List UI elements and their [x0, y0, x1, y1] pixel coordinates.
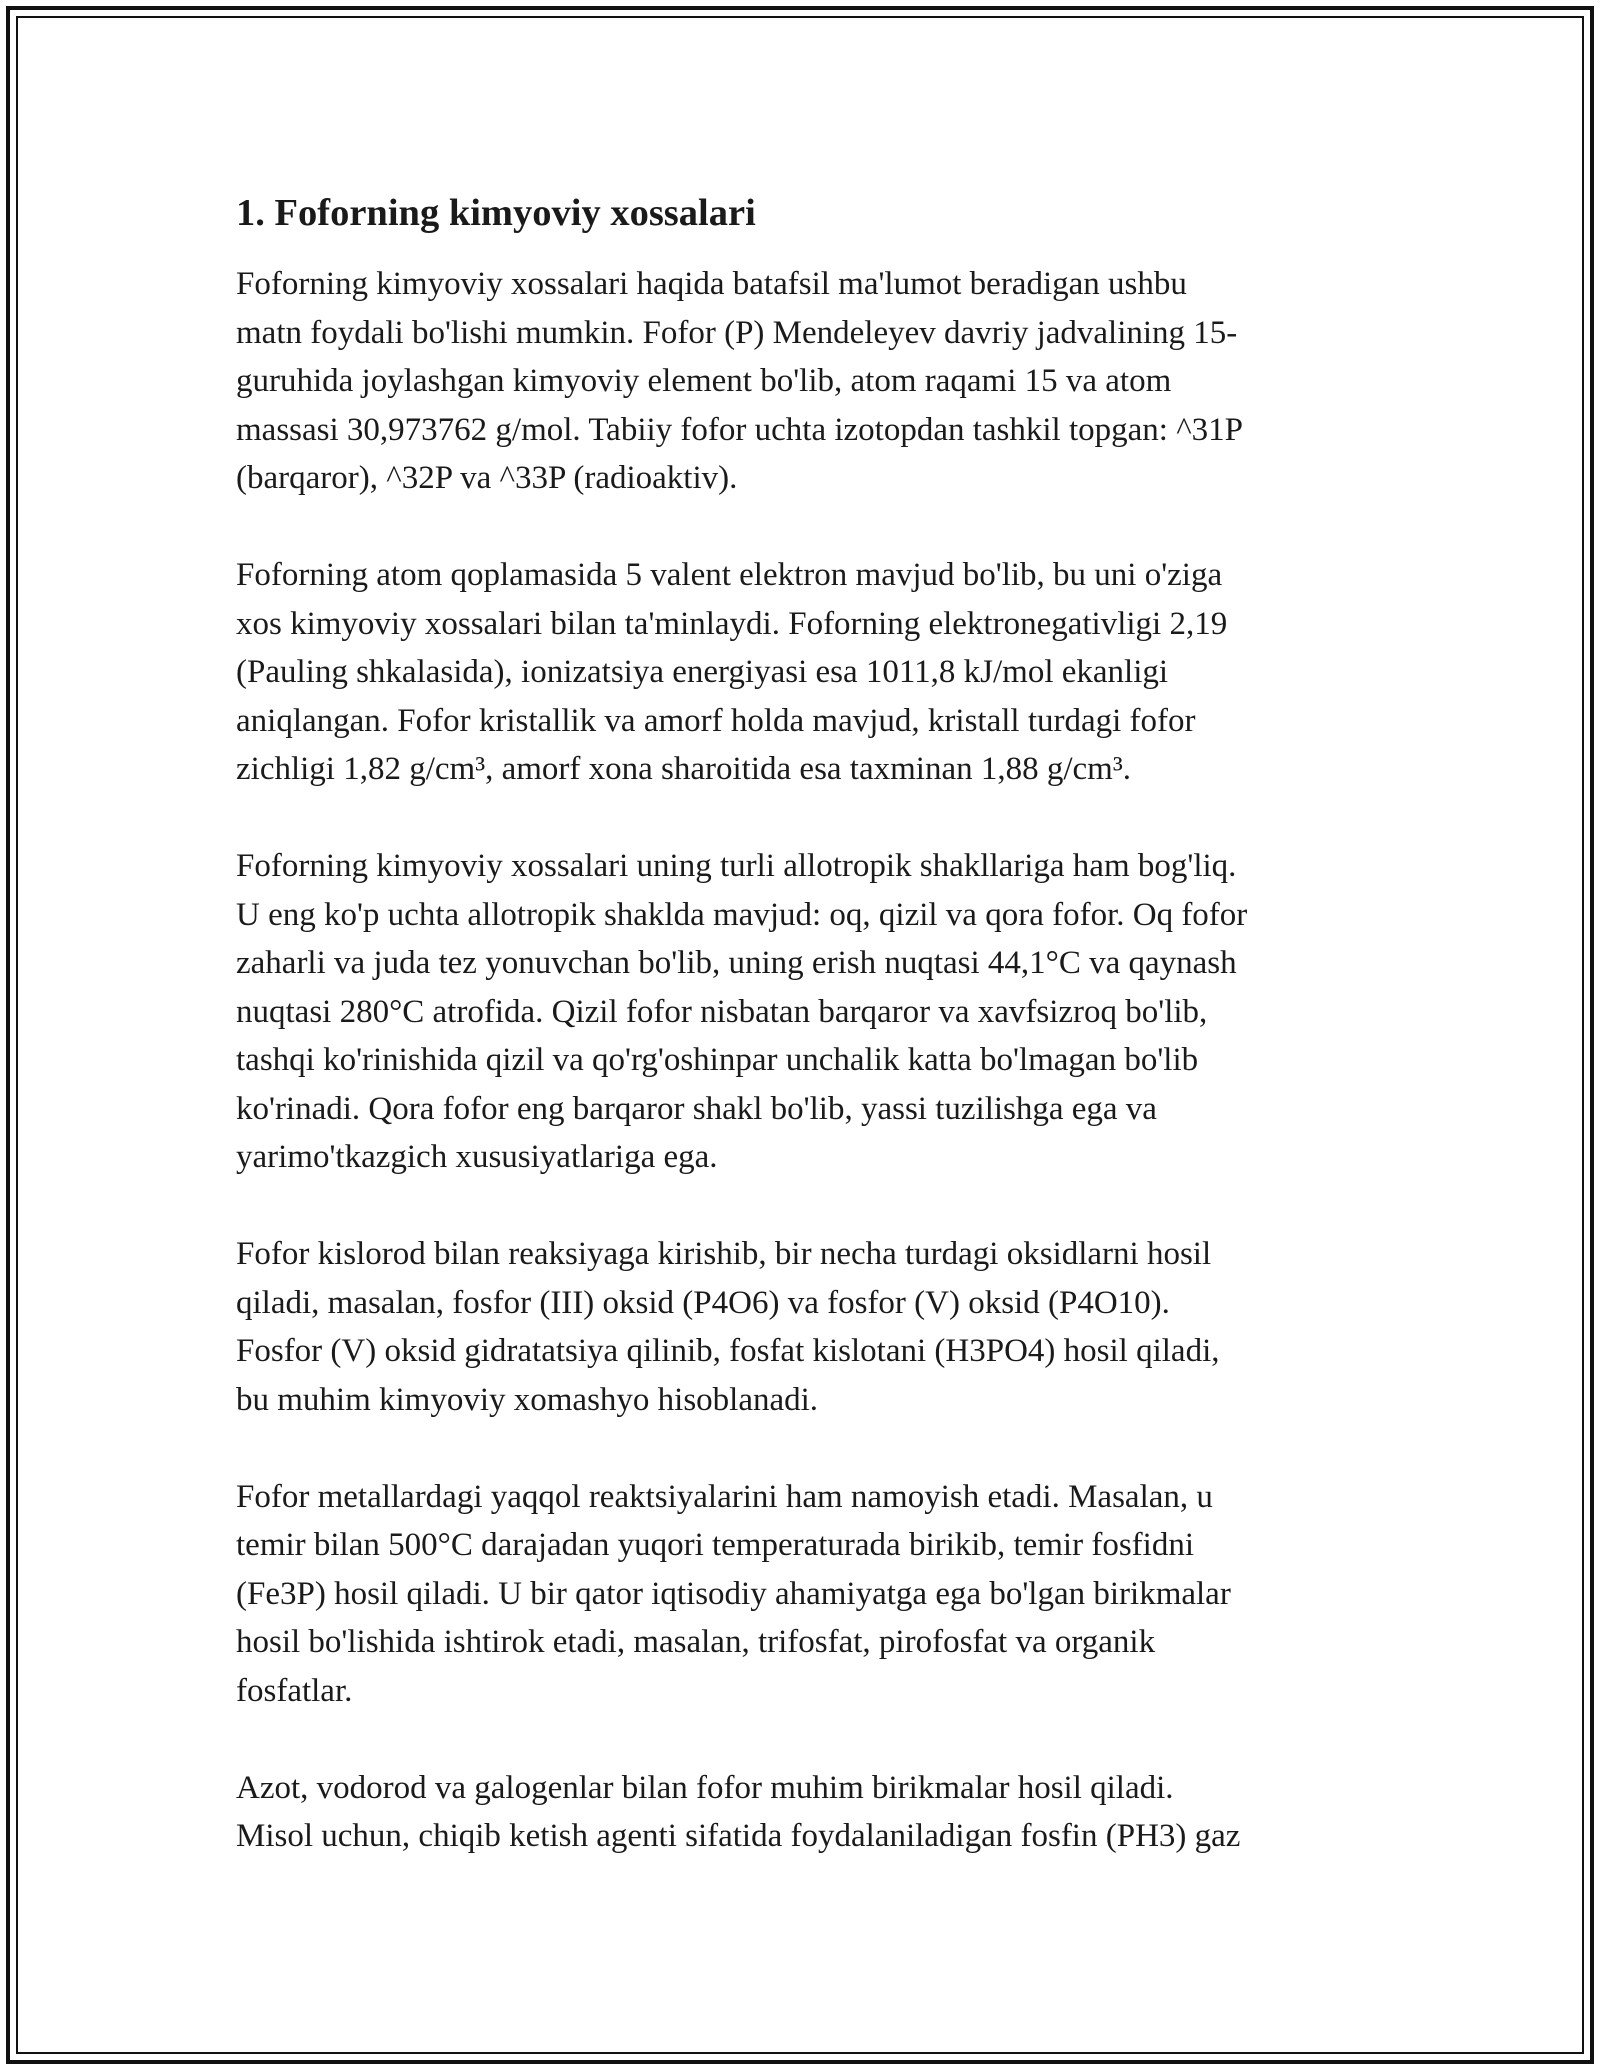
text-line: matn foydali bo'lishi mumkin. Fofor (P) Mendeleyev davriy jadvalining 15- — [236, 314, 1238, 351]
text-line: massasi 30,973762 g/mol. Tabiiy fofor uchta izotopdan tashkil topgan: ^31P — [236, 411, 1244, 448]
section-heading: 1. Foforning kimyoviy xossalari — [236, 192, 756, 234]
document-body — [236, 186, 1376, 1909]
text-line: (barqaror), ^32P va ^33P (radioaktiv). — [236, 460, 738, 496]
text-line: ko'rinadi. Qora fofor eng barqaror shakl bo'lib, yassi tuzilishga ega va — [236, 1090, 1157, 1127]
paragraph-compounds — [236, 1764, 1376, 1861]
text-line: Foforning kimyoviy xossalari haqida batafsil ma'lumot beradigan ushbu — [236, 266, 1187, 302]
text-line: fosfatlar. — [236, 1672, 353, 1709]
text-line: U eng ko'p uchta allotropik shaklda mavjud: oq, qizil va qora fofor. Oq fofor — [236, 896, 1248, 933]
paragraph-oxides — [236, 1230, 1376, 1424]
text-line: Fofor metallardagi yaqqol reaktsiyalarini ham namoyish etadi. Masalan, u — [236, 1478, 1213, 1515]
text-line: Misol uchun, chiqib ketish agenti sifatida foydalaniladigan fosfin (PH3) gaz — [236, 1818, 1241, 1854]
paragraph-metals — [236, 1473, 1376, 1716]
text-line: temir bilan 500°C darajadan yuqori temperaturada birikib, temir fosfidni — [236, 1527, 1194, 1563]
text-line: Foforning atom qoplamasida 5 valent elektron mavjud bo'lib, bu uni o'ziga — [236, 557, 1223, 593]
text-line: bu muhim kimyoviy xomashyo hisoblanadi. — [236, 1381, 819, 1418]
text-line: hosil bo'lishida ishtirok etadi, masalan, trifosfat, pirofosfat va organik — [236, 1624, 1156, 1660]
paragraph-isotopes — [236, 260, 1376, 503]
text-line: nuqtasi 280°C atrofida. Qizil fofor nisbatan barqaror va xavfsizroq bo'lib, — [236, 993, 1208, 1030]
text-line: zichligi 1,82 g/cm³, amorf xona sharoitida esa taxminan 1,88 g/cm³. — [236, 751, 1131, 787]
text-line: Azot, vodorod va galogenlar bilan fofor muhim birikmalar hosil qiladi. — [236, 1769, 1174, 1806]
paragraph-electron-shell — [236, 551, 1376, 794]
text-line: guruhida joylashgan kimyoviy element bo'lib, atom raqami 15 va atom — [236, 363, 1172, 399]
text-line: tashqi ko'rinishida qizil va qo'rg'oshinpar unchalik katta bo'lmagan bo'lib — [236, 1042, 1199, 1078]
text-line: qiladi, masalan, fosfor (III) oksid (P4O6) va fosfor (V) oksid (P4O10). — [236, 1284, 1170, 1321]
text-line: xos kimyoviy xossalari bilan ta'minlaydi. Foforning elektronegativligi 2,19 — [236, 605, 1228, 642]
text-line: Foforning kimyoviy xossalari uning turli allotropik shakllariga ham bog'liq. — [236, 848, 1237, 884]
text-line: (Fe3P) hosil qiladi. U bir qator iqtisodiy ahamiyatga ega bo'lgan birikmalar — [236, 1575, 1231, 1612]
paragraph-allotropes — [236, 842, 1376, 1182]
text-line: yarimo'tkazgich xususiyatlariga ega. — [236, 1139, 718, 1175]
text-line: zaharli va juda tez yonuvchan bo'lib, uning erish nuqtasi 44,1°C va qaynash — [236, 945, 1237, 981]
text-line: aniqlangan. Fofor kristallik va amorf holda mavjud, kristall turdagi fofor — [236, 702, 1196, 739]
text-line: Fosfor (V) oksid gidratatsiya qilinib, fosfat kislotani (H3PO4) hosil qiladi, — [236, 1333, 1220, 1369]
text-line: (Pauling shkalasida), ionizatsiya energiyasi esa 1011,8 kJ/mol ekanligi — [236, 654, 1169, 690]
text-line: Fofor kislorod bilan reaksiyaga kirishib, bir necha turdagi oksidlarni hosil — [236, 1236, 1212, 1272]
